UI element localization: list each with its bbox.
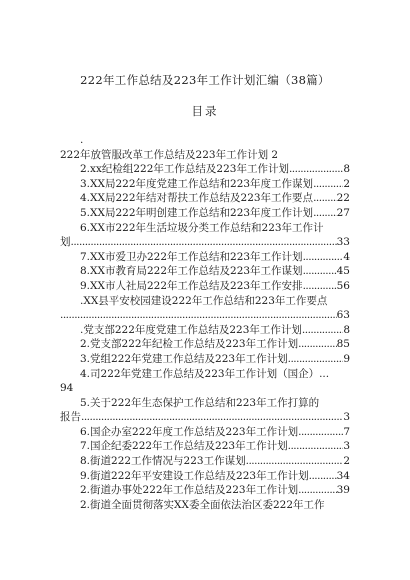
toc-leader-dots	[71, 235, 337, 250]
toc-entry[interactable]	[60, 279, 350, 294]
toc-entry[interactable]	[60, 250, 350, 265]
toc-entry-page: 45	[336, 265, 350, 278]
toc-entry-page: 7	[343, 425, 350, 438]
toc-entry[interactable]	[60, 323, 350, 338]
toc-entry-title: 6.XX市222年生活垃圾分类工作总结和223年工作计	[80, 221, 324, 234]
toc-entry[interactable]	[60, 396, 350, 411]
toc-entry-continuation[interactable]	[60, 235, 350, 250]
toc-entry[interactable]	[60, 148, 350, 163]
toc-leader-dots	[313, 177, 343, 192]
toc-entry[interactable]	[60, 454, 350, 469]
toc-entry-title: 7.国企纪委222年工作总结及223年工作计划	[80, 440, 288, 453]
toc-entry[interactable]	[60, 469, 350, 484]
toc-entry-title: 4.XX局222年结对帮扶工作总结及223年工作要点	[80, 192, 314, 205]
toc-leader-dots	[60, 308, 337, 323]
toc-entry[interactable]	[60, 177, 350, 192]
toc-entry-title: 3.XX局222年度党建工作总结和223年度工作谋划	[80, 177, 314, 190]
toc-entry-page: 56	[336, 279, 350, 292]
toc-entry-title: 2.街道全面贯彻落实XX委全面依法治区委222年工作	[80, 498, 325, 511]
toc-entry-page: 4	[343, 250, 350, 263]
toc-leader-dots	[313, 206, 337, 221]
toc-entry-page: 3	[343, 440, 350, 453]
toc-entry[interactable]	[60, 162, 350, 177]
toc-leader-dots	[302, 323, 343, 338]
toc-entry-title: 报告	[60, 411, 81, 424]
toc-leader-dots	[288, 352, 344, 367]
toc-leader-dots	[303, 250, 344, 265]
toc-entry[interactable]	[60, 264, 350, 279]
toc-entry-page: 94	[60, 382, 74, 395]
toc-entry-title: 5.XX局222年明创建工作总结和223年度工作计划	[80, 206, 314, 219]
toc-leader-dots	[288, 439, 344, 454]
toc-entry-title: 9.街道222年平安建设工作总结及223年工作计划	[80, 469, 309, 482]
toc-leader-dots	[246, 454, 344, 469]
toc-entry-title: 6.国企办室222年度工作总结及223年工作计划	[80, 425, 299, 438]
toc-entry-title: 222年放管服改革工作总结及223年工作计划 2	[60, 148, 279, 161]
toc-entry-title: 2.xx纪检组222年工作总结及223年工作计划	[80, 163, 289, 176]
toc-entry[interactable]	[60, 498, 350, 513]
toc-entry[interactable]	[60, 352, 350, 367]
document-title: 222年工作总结及223年工作计划汇编（38篇）	[80, 73, 330, 87]
toc-entry[interactable]	[60, 133, 350, 148]
toc-leader-dots	[289, 162, 343, 177]
toc-entry-continuation[interactable]	[60, 381, 350, 396]
table-of-contents	[60, 133, 350, 512]
toc-entry[interactable]	[60, 425, 350, 440]
toc-entry-title: .党支部222年度党建工作总结及223年工作计划	[80, 323, 302, 336]
toc-entry[interactable]	[60, 483, 350, 498]
toc-entry-title: .XX县平安校园建设222年工作总结和223年工作要点	[80, 294, 328, 307]
toc-entry-title: 5.关于222年生态保护工作总结和223年工作打算的	[80, 396, 320, 409]
toc-entry-continuation[interactable]	[60, 410, 350, 425]
toc-leader-dots	[309, 469, 337, 484]
toc-entry[interactable]	[60, 206, 350, 221]
toc-entry-title: 4.司222年党建工作总结及223年工作计划（国企）...	[80, 367, 330, 380]
toc-entry-page: 34	[336, 469, 350, 482]
toc-entry[interactable]	[60, 337, 350, 352]
toc-entry-title: 2.党支部222年纪检工作总结及223年工作计划	[80, 338, 299, 351]
toc-entry-title: .	[80, 134, 84, 146]
toc-entry-title: 2.街道办事处222年工作总结及223年工作计划	[80, 484, 299, 497]
toc-entry-page: 27	[336, 206, 350, 219]
toc-entry[interactable]	[60, 294, 350, 309]
toc-entry-title: 8.XX市教育局222年工作总结及223年工作谋划	[80, 265, 303, 278]
toc-entry-title: 9.XX市人社局222年工作总结及223年工作安排	[80, 279, 303, 292]
toc-entry-page: 22	[336, 192, 350, 205]
toc-entry-title: 划	[60, 236, 71, 249]
toc-entry-page: 8	[343, 323, 350, 336]
toc-heading: 目录	[191, 104, 219, 118]
toc-entry[interactable]	[60, 367, 350, 382]
toc-leader-dots	[298, 483, 337, 498]
toc-entry[interactable]	[60, 439, 350, 454]
toc-entry-page: 63	[336, 309, 350, 322]
toc-leader-dots	[298, 425, 343, 440]
toc-entry-title: 7.XX市爱卫办222年工作总结和223年工作计划	[80, 250, 303, 263]
toc-entry-page: 33	[336, 236, 350, 249]
toc-entry-page: 9	[343, 352, 350, 365]
toc-entry-page: 8	[343, 163, 350, 176]
toc-entry-page: 2	[343, 455, 350, 468]
toc-entry-title: 8.街道222工作情况与223工作谋划	[80, 455, 246, 468]
toc-leader-dots	[313, 191, 337, 206]
toc-entry[interactable]	[60, 191, 350, 206]
toc-entry-page: 39	[336, 484, 350, 497]
toc-entry-page: 3	[343, 411, 350, 424]
toc-entry-page: 2	[343, 177, 350, 190]
toc-entry-continuation[interactable]	[60, 308, 350, 323]
toc-entry-title: 3.党组222年党建工作总结及223年工作计划	[80, 352, 288, 365]
toc-leader-dots	[303, 279, 337, 294]
toc-leader-dots	[81, 410, 343, 425]
toc-entry[interactable]	[60, 221, 350, 236]
toc-leader-dots	[303, 264, 337, 279]
toc-leader-dots	[298, 337, 337, 352]
toc-entry-page: 85	[336, 338, 350, 351]
